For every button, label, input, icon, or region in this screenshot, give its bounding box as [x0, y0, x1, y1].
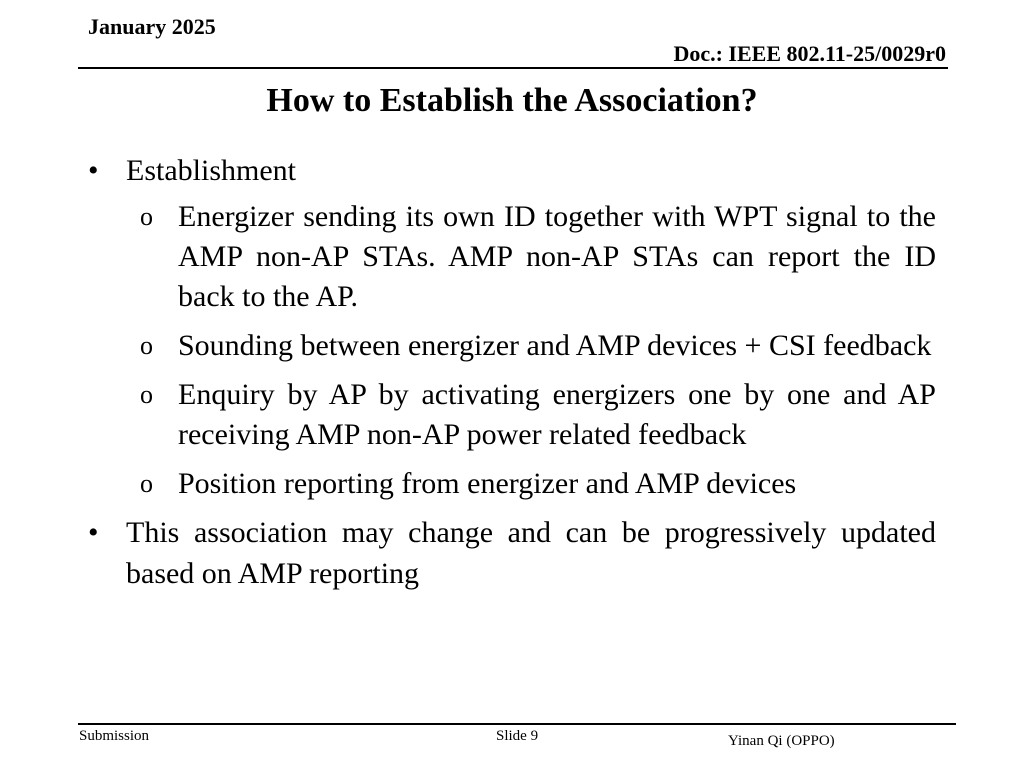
header-divider [78, 67, 948, 69]
sub-text: Position reporting from energizer and AMP devices [178, 467, 797, 500]
bullet-marker: • [88, 516, 99, 549]
sub-item [140, 197, 936, 317]
bullet-item [88, 512, 936, 594]
footer-divider [78, 723, 956, 725]
sub-list [88, 197, 936, 504]
sub-text: Sounding between energizer and AMP devices + CSI feedback [178, 329, 932, 362]
footer-author: Yinan Qi (OPPO) [728, 733, 835, 749]
slide-title: How to Establish the Association? [266, 82, 758, 119]
header-date: January 2025 [88, 14, 216, 39]
bullet-marker: • [88, 154, 99, 187]
sub-text: Energizer sending its own ID together with WPT signal to the AMP non-AP STAs. AMP non-AP STAs can report the ID back to the AP. [178, 200, 936, 313]
slide-body [88, 150, 936, 594]
bullet-item [88, 150, 936, 191]
sub-item [140, 326, 936, 366]
sub-marker: o [140, 331, 153, 360]
bullet-text: This association may change and can be progressively updated based on AMP reporting [126, 516, 936, 590]
sub-marker: o [140, 469, 153, 498]
bullet-text: Establishment [126, 154, 296, 187]
sub-text: Enquiry by AP by activating energizers one by one and AP receiving AMP non-AP power related feedback [178, 378, 936, 451]
sub-marker: o [140, 202, 153, 231]
sub-item [140, 464, 936, 504]
sub-marker: o [140, 380, 153, 409]
footer-slide-number: Slide 9 [496, 728, 539, 744]
sub-item [140, 375, 936, 455]
footer-submission: Submission [79, 728, 150, 744]
header-doc-id: Doc.: IEEE 802.11-25/0029r0 [673, 41, 946, 66]
